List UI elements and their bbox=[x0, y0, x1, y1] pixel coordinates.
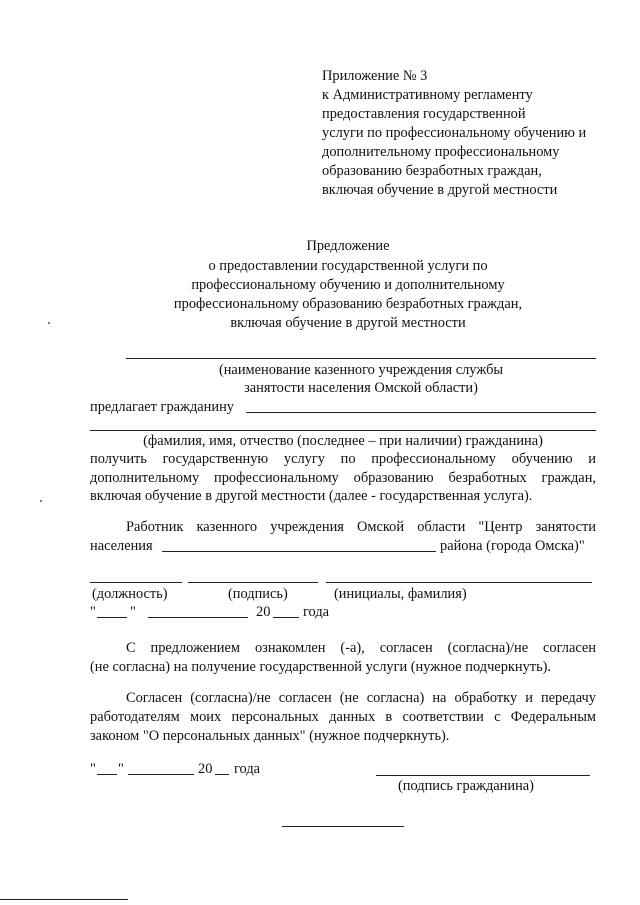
year-prefix: 20 bbox=[256, 604, 271, 620]
body-text: дополнительному профессиональному образованию безработных граждан, bbox=[90, 470, 596, 486]
citizen-name-line-2 bbox=[90, 430, 596, 431]
scan-speck bbox=[40, 500, 42, 502]
appendix-line: услуги по профессиональному обучению и bbox=[322, 125, 587, 141]
page-edge-mark bbox=[0, 899, 128, 900]
appendix-line: образованию безработных граждан, bbox=[322, 163, 542, 179]
year-suffix: года bbox=[303, 604, 330, 620]
district-line bbox=[162, 551, 436, 552]
title-line: о предоставлении государственной услуги по bbox=[208, 258, 488, 274]
appendix-line: Приложение № 3 bbox=[322, 68, 428, 84]
appendix-line: к Административному регламенту bbox=[322, 87, 533, 103]
position-line bbox=[90, 582, 182, 583]
consent-text: С предложением ознакомлен (-а), согласен (согласна)/не согласен bbox=[126, 640, 596, 656]
day-line bbox=[97, 617, 127, 618]
institution-name-line bbox=[126, 358, 596, 359]
date-quote-close: " bbox=[118, 761, 124, 777]
title-heading: Предложение bbox=[306, 238, 390, 254]
citizen-name-line bbox=[246, 412, 596, 413]
year-line bbox=[215, 774, 229, 775]
title-line: включая обучение в другой местности bbox=[230, 315, 466, 331]
institution-caption: занятости населения Омской области) bbox=[244, 380, 478, 396]
appendix-line: предоставления государственной bbox=[322, 106, 526, 122]
month-line bbox=[128, 774, 194, 775]
title-line: профессиональному обучению и дополнительному bbox=[191, 277, 505, 293]
year-suffix: года bbox=[234, 761, 261, 777]
date-quote-open: " bbox=[90, 761, 96, 777]
footer-separator bbox=[282, 826, 404, 827]
date-quote-close: " bbox=[130, 604, 136, 620]
offers-label: предлагает гражданину bbox=[90, 399, 234, 415]
body-text: включая обучение в другой местности (далее - государственная услуга). bbox=[90, 488, 533, 504]
date-quote-open: " bbox=[90, 604, 96, 620]
scan-speck bbox=[48, 322, 50, 324]
title-line: профессиональному образованию безработных граждан, bbox=[173, 296, 523, 312]
signature-label: (подпись) bbox=[228, 586, 288, 602]
signature-line bbox=[188, 582, 318, 583]
year-prefix: 20 bbox=[198, 761, 213, 777]
month-line bbox=[148, 617, 248, 618]
worker-text-suffix: района (города Омска)" bbox=[440, 538, 585, 554]
day-line bbox=[97, 774, 117, 775]
appendix-line: включая обучение в другой местности bbox=[322, 182, 558, 198]
institution-caption: (наименование казенного учреждения службы bbox=[218, 362, 504, 378]
position-label: (должность) bbox=[92, 586, 168, 602]
year-line bbox=[273, 617, 299, 618]
body-text: получить государственную услугу по профессиональному обучению и bbox=[90, 451, 596, 467]
name-label: (инициалы, фамилия) bbox=[334, 586, 467, 602]
consent-data-text: работодателям моих персональных данных в соответствии с Федеральным bbox=[90, 709, 596, 725]
consent-text: (не согласна) на получение государственной услуги (нужное подчеркнуть). bbox=[90, 659, 552, 675]
citizen-signature-line bbox=[376, 775, 590, 776]
worker-text-prefix: населения bbox=[90, 538, 153, 554]
citizen-signature-label: (подпись гражданина) bbox=[398, 778, 534, 794]
citizen-caption: (фамилия, имя, отчество (последнее – при наличии) гражданина) bbox=[143, 433, 543, 449]
worker-text: Работник казенного учреждения Омской области "Центр занятости bbox=[126, 519, 596, 535]
consent-data-text: Согласен (согласна)/не согласен (не согласна) на обработку и передачу bbox=[126, 690, 596, 706]
appendix-line: дополнительному профессиональному bbox=[322, 144, 560, 160]
name-line bbox=[326, 582, 592, 583]
consent-data-text: законом "О персональных данных" (нужное подчеркнуть). bbox=[90, 728, 450, 744]
